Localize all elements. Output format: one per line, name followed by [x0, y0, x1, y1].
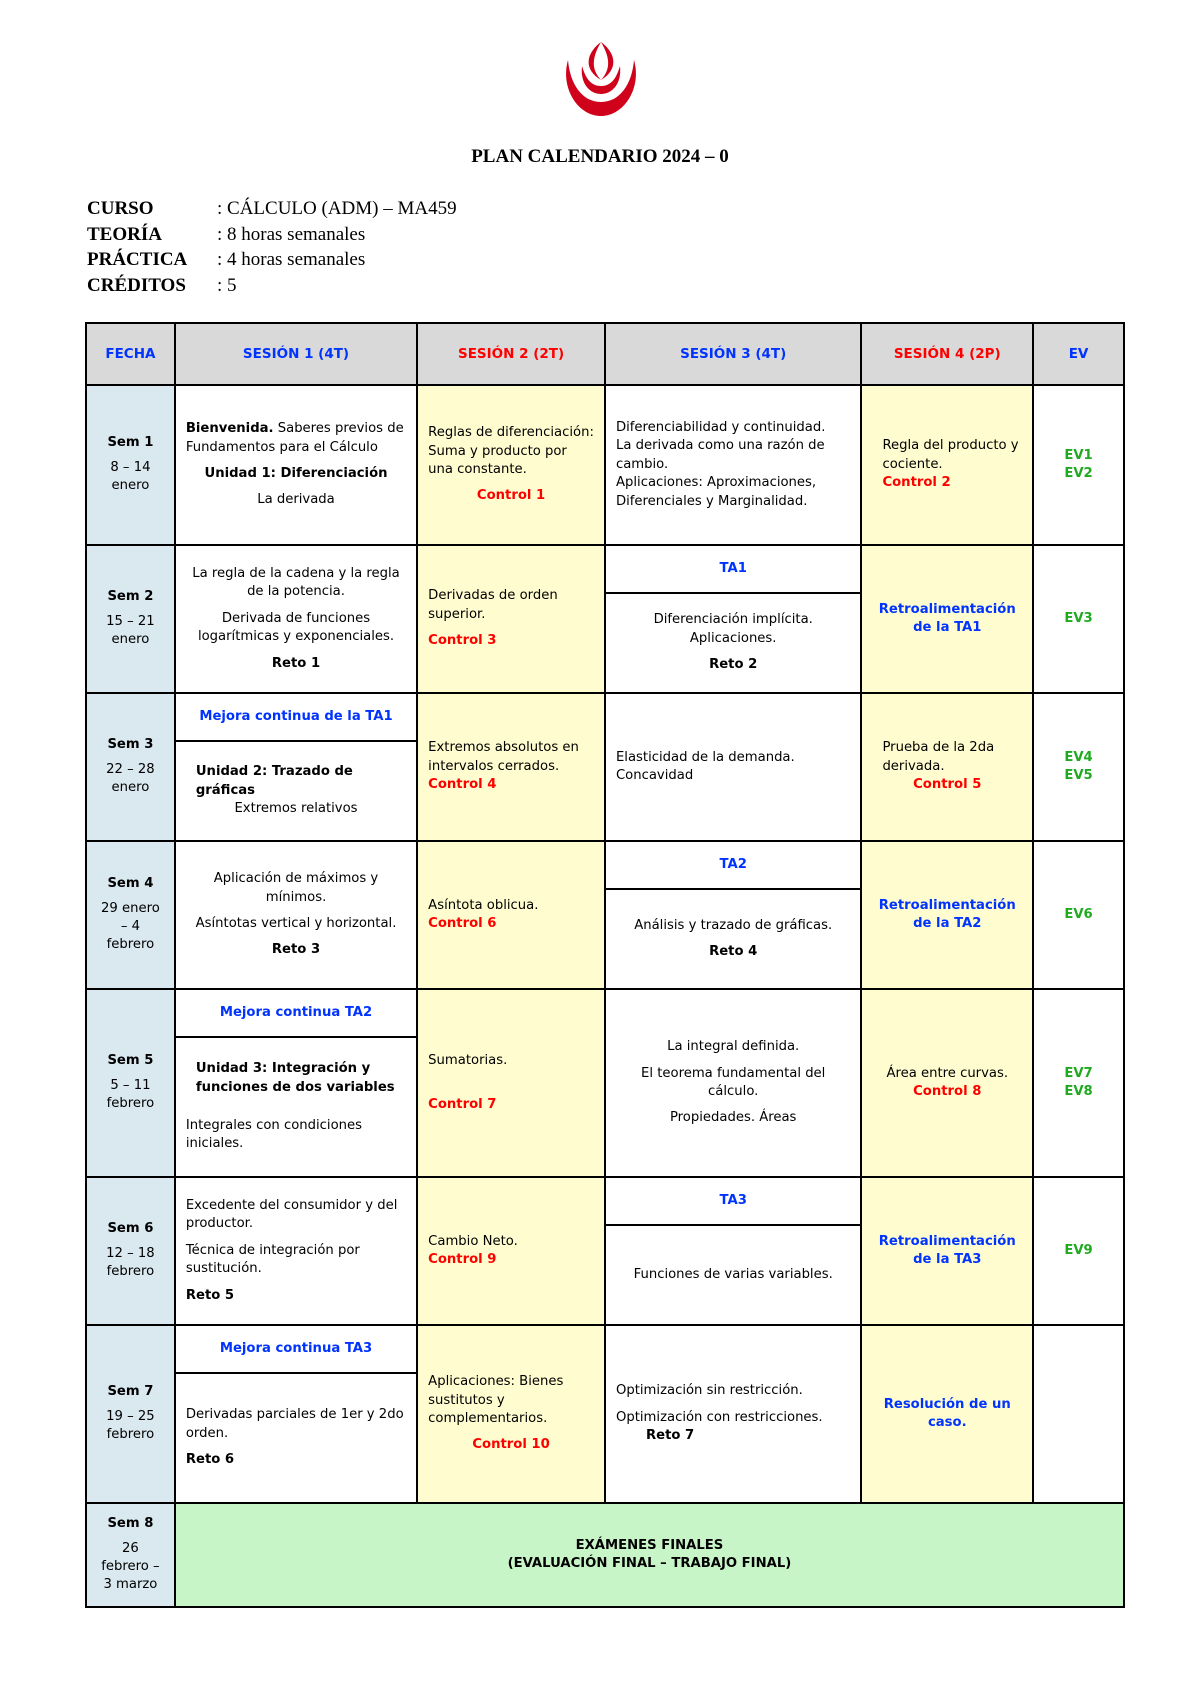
info-row-creditos — [87, 273, 457, 299]
info-value: : 8 horas semanales — [217, 223, 366, 245]
unit-label: Unidad 1: — [204, 466, 276, 481]
ev-cell: EV6 — [1033, 841, 1124, 989]
control-label: Control 2 — [882, 475, 951, 491]
reto-label: Reto 4 — [709, 944, 758, 959]
week-dates: 8 – 14 enero — [110, 459, 151, 494]
week-dates: 22 – 28 enero — [106, 761, 155, 796]
topic-text: Aplicaciones: Aproximaciones, Diferenciales y Marginalidad. — [615, 475, 817, 509]
topic-text: Técnica de integración por sustitución. — [185, 1242, 360, 1277]
table-header-row — [86, 323, 1124, 385]
week-cell — [86, 693, 175, 841]
session-2-cell — [417, 693, 605, 841]
reto-label: Reto 6 — [185, 1452, 235, 1468]
topic-text: Asíntota oblicua. — [428, 897, 539, 913]
ev-cell — [1033, 1325, 1124, 1503]
topic-text: Sumatorias. — [428, 1052, 508, 1068]
topic-bold: Bienvenida. — [185, 421, 274, 437]
session-4-cell — [861, 989, 1033, 1177]
week-cell — [86, 385, 175, 545]
session-3-cell — [605, 989, 861, 1177]
control-label: Control 10 — [472, 1437, 550, 1453]
session-2-cell — [417, 1177, 605, 1325]
control-label: Control 4 — [428, 777, 497, 793]
ev-label: EV5 — [1064, 768, 1093, 783]
week-dates: 19 – 25 febrero — [106, 1408, 155, 1443]
session-4-cell — [861, 693, 1033, 841]
week-label: Sem 4 — [107, 876, 154, 892]
topic-text: Saberes previos de Fundamentos para el Cálculo — [185, 421, 404, 455]
control-label: Control 7 — [428, 1097, 497, 1112]
info-label: PRÁCTICA — [87, 249, 188, 270]
week-label: Sem 2 — [107, 589, 154, 605]
week-dates: 5 – 11 febrero — [106, 1077, 155, 1112]
table-row — [86, 1177, 1124, 1225]
info-label: TEORÍA — [87, 223, 162, 245]
unit-name: Integración y funciones de dos variables — [195, 1061, 395, 1095]
control-label: Control 1 — [476, 488, 546, 504]
session-3-cell — [605, 693, 861, 841]
mejora-cell: Mejora continua de la TA1 — [175, 693, 417, 741]
week-cell — [86, 1177, 175, 1325]
session-4-cell — [861, 385, 1033, 545]
session-3-cell: Funciones de varias variables. — [605, 1225, 861, 1325]
topic-text: El teorema fundamental del cálculo. — [641, 1065, 826, 1099]
session-1-cell — [175, 385, 417, 545]
ta-cell: TA1 — [605, 545, 861, 593]
session-3-cell — [605, 385, 861, 545]
topic-text: Reglas de diferenciación: Suma y producto por una constante. — [428, 425, 594, 477]
session-1-cell — [175, 841, 417, 989]
reto-label: Reto 2 — [709, 657, 758, 673]
course-info — [87, 196, 457, 298]
topic-text: Diferenciabilidad y continuidad. — [615, 419, 826, 435]
unit-label: Unidad 3: — [195, 1061, 268, 1077]
reto-label: Reto 1 — [271, 655, 321, 671]
final-exams-subtitle: (EVALUACIÓN FINAL – TRABAJO FINAL) — [507, 1556, 792, 1571]
topic-text: Aplicaciones: Bienes sustitutos y complementarios. — [428, 1374, 564, 1426]
control-label: Control 3 — [428, 633, 497, 649]
reto-label: Reto 3 — [271, 942, 321, 958]
topic-text: Aplicación de máximos y mínimos. — [213, 871, 379, 905]
topic-text: La integral definida. — [667, 1039, 800, 1055]
week-dates: 15 – 21 enero — [106, 613, 155, 648]
week-label: Sem 1 — [107, 435, 154, 451]
control-label: Control 5 — [913, 777, 982, 793]
topic-text: Cambio Neto. — [428, 1233, 518, 1249]
topic-text: Derivada de funciones logarítmicas y exponenciales. — [197, 610, 395, 645]
session-4-cell: Retroalimentación de la TA1 — [861, 545, 1033, 693]
session-3-cell — [605, 593, 861, 693]
topic-text: Integrales con condiciones iniciales. — [185, 1118, 362, 1152]
session-3-cell — [605, 1325, 861, 1503]
unit-name: Diferenciación — [275, 466, 388, 481]
topic-text: Extremos absolutos en intervalos cerrados. — [428, 740, 579, 774]
table-row — [86, 693, 1124, 741]
session-1-cell — [175, 1373, 417, 1503]
table-row — [86, 545, 1124, 593]
topic-text: Derivadas parciales de 1er y 2do orden. — [185, 1407, 404, 1441]
final-exams-cell — [175, 1503, 1124, 1607]
info-label: CRÉDITOS — [87, 274, 186, 296]
mejora-cell: Mejora continua TA3 — [175, 1325, 417, 1373]
header-ev: EV — [1033, 323, 1124, 385]
session-2-cell — [417, 841, 605, 989]
session-3-cell — [605, 889, 861, 989]
ev-cell — [1033, 989, 1124, 1177]
header-sesion-4: SESIÓN 4 (2P) — [861, 323, 1033, 385]
control-label: Control 6 — [428, 916, 497, 931]
ta-cell: TA3 — [605, 1177, 861, 1225]
week-cell — [86, 1325, 175, 1503]
week-cell — [86, 1503, 175, 1607]
ev-label: EV7 — [1064, 1065, 1093, 1081]
week-label: Sem 3 — [107, 737, 154, 753]
topic-text: Excedente del consumidor y del productor. — [185, 1197, 398, 1232]
mejora-cell: Mejora continua TA2 — [175, 989, 417, 1037]
topic-text: Extremos relativos — [234, 801, 358, 817]
session-2-cell — [417, 385, 605, 545]
ta-cell: TA2 — [605, 841, 861, 889]
unit-name: Trazado de gráficas — [195, 764, 353, 798]
table-row — [86, 1325, 1124, 1373]
topic-text: La derivada como una razón de cambio. — [615, 438, 825, 472]
week-dates: 29 enero – 4 febrero — [101, 900, 160, 953]
session-1-cell — [175, 1037, 417, 1177]
ev-label: EV4 — [1064, 749, 1093, 765]
info-row-curso — [87, 196, 457, 222]
session-1-cell — [175, 1177, 417, 1325]
topic-text: Concavidad — [615, 768, 694, 783]
topic-text: Prueba de la 2da derivada. — [882, 740, 995, 774]
week-label: Sem 5 — [107, 1053, 154, 1069]
info-row-teoria — [87, 222, 457, 248]
topic-text: La regla de la cadena y la regla de la potencia. — [192, 565, 400, 600]
reto-label: Reto 5 — [185, 1287, 235, 1303]
session-2-cell — [417, 1325, 605, 1503]
ev-cell: EV3 — [1033, 545, 1124, 693]
ev-cell — [1033, 385, 1124, 545]
info-value: : 5 — [217, 274, 237, 296]
info-label: CURSO — [87, 198, 154, 219]
topic-text: Área entre curvas. — [886, 1065, 1009, 1081]
topic-text: La derivada — [257, 492, 335, 508]
header-sesion-1: SESIÓN 1 (4T) — [175, 323, 417, 385]
topic-text: Análisis y trazado de gráficas. — [634, 917, 833, 933]
ev-cell: EV9 — [1033, 1177, 1124, 1325]
week-label: Sem 8 — [107, 1516, 154, 1532]
page-title: PLAN CALENDARIO 2024 – 0 — [471, 146, 729, 167]
session-4-cell: Resolución de un caso. — [861, 1325, 1033, 1503]
unit-label: Unidad 2: — [195, 764, 268, 780]
header-fecha: FECHA — [86, 323, 175, 385]
week-cell — [86, 841, 175, 989]
table-row — [86, 1503, 1124, 1607]
session-1-cell — [175, 741, 417, 841]
ev-label: EV2 — [1064, 466, 1093, 481]
week-dates: 26 febrero – 3 marzo — [101, 1540, 160, 1593]
session-2-cell — [417, 989, 605, 1177]
header-sesion-2: SESIÓN 2 (2T) — [417, 323, 605, 385]
session-4-cell: Retroalimentación de la TA2 — [861, 841, 1033, 989]
ev-label: EV8 — [1064, 1084, 1093, 1099]
topic-text: Regla del producto y cociente. — [882, 438, 1019, 472]
ev-label: EV1 — [1064, 447, 1093, 463]
week-cell — [86, 545, 175, 693]
topic-text: Propiedades. Áreas — [669, 1110, 797, 1126]
week-label: Sem 6 — [107, 1221, 154, 1237]
info-row-practica — [87, 247, 457, 273]
week-dates: 12 – 18 febrero — [106, 1245, 155, 1280]
table-row — [86, 989, 1124, 1037]
ev-cell — [1033, 693, 1124, 841]
table-row — [86, 385, 1124, 545]
topic-text: Optimización sin restricción. — [615, 1383, 803, 1399]
topic-text: Optimización con restricciones. — [615, 1409, 823, 1425]
info-value: : 4 horas semanales — [217, 249, 366, 270]
info-value: : CÁLCULO (ADM) – MA459 — [217, 198, 457, 219]
session-2-cell — [417, 545, 605, 693]
calendar-table — [85, 322, 1125, 1608]
topic-text: Diferenciación implícita. Aplicaciones. — [653, 612, 813, 646]
table-row — [86, 841, 1124, 889]
week-label: Sem 7 — [107, 1384, 154, 1400]
final-exams-title: EXÁMENES FINALES — [575, 1537, 724, 1553]
control-label: Control 8 — [913, 1084, 982, 1099]
session-4-cell: Retroalimentación de la TA3 — [861, 1177, 1033, 1325]
control-label: Control 9 — [428, 1252, 497, 1267]
header-sesion-3: SESIÓN 3 (4T) — [605, 323, 861, 385]
university-logo-icon — [560, 40, 642, 120]
week-cell — [86, 989, 175, 1177]
topic-text: Derivadas de orden superior. — [428, 588, 558, 622]
topic-text: Asíntotas vertical y horizontal. — [195, 916, 397, 931]
reto-label: Reto 7 — [645, 1428, 695, 1444]
topic-text: Elasticidad de la demanda. — [615, 749, 795, 765]
session-1-cell — [175, 545, 417, 693]
